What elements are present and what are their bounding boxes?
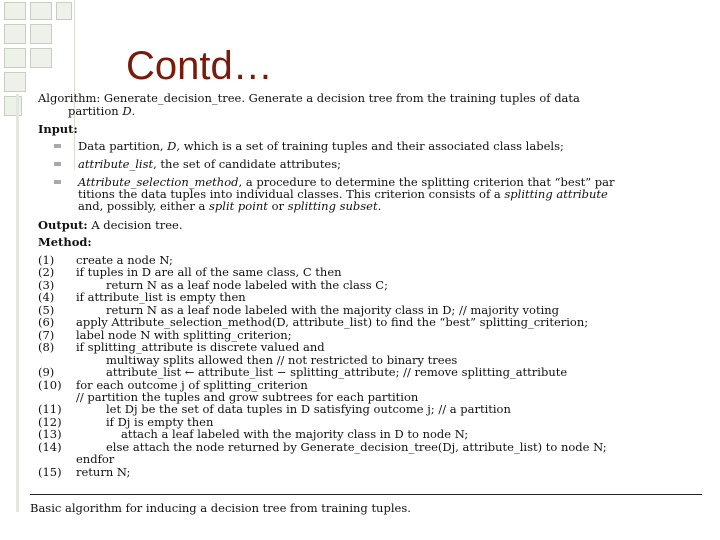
- step-text: apply Attribute_selection_method(D, attribute_list) to find the “best” splitting_criterion;: [76, 315, 589, 330]
- step-number: (14): [38, 439, 62, 454]
- step-number: (5): [38, 302, 55, 317]
- input-item-3-line2: titions the data tuples into individual classes. This criterion consists of a splitting attribute: [78, 187, 608, 201]
- step-text: attribute_list ← attribute_list − splitting_attribute; // remove splitting_attribute: [106, 365, 568, 380]
- step-text: // partition the tuples and grow subtrees for each partition: [76, 389, 419, 404]
- step-text: for each outcome j of splitting_criterion: [76, 377, 308, 392]
- algorithm-header: Algorithm: Generate_decision_tree. Generate a decision tree from the training tuples of data: [38, 91, 580, 105]
- step-number: (10): [38, 377, 62, 392]
- step-number: (11): [38, 402, 62, 417]
- step-text: let Dj be the set of data tuples in D satisfying outcome j; // a partition: [106, 402, 511, 417]
- step-text: return N as a leaf node labeled with the majority class in D; // majority voting: [106, 302, 560, 317]
- step-text: attach a leaf labeled with the majority class in D to node N;: [121, 427, 469, 442]
- algorithm-document: [16, 88, 702, 520]
- bullet-icon: [54, 144, 61, 148]
- step-text: return N as a leaf node labeled with the class C;: [106, 277, 388, 292]
- document-edge: [16, 94, 19, 512]
- step-number: (6): [38, 315, 55, 330]
- step-text: if splitting_attribute is discrete valued and: [76, 340, 325, 355]
- input-item-3: Attribute_selection_method, a procedure to determine the splitting criterion that “best” par: [78, 175, 615, 189]
- step-number: (2): [38, 265, 55, 280]
- input-item-1: Data partition, D, which is a set of training tuples and their associated class labels;: [78, 139, 564, 153]
- step-number: (3): [38, 277, 55, 292]
- bullet-icon: [54, 162, 61, 166]
- step-number: (4): [38, 290, 55, 305]
- method-label: Method:: [38, 235, 92, 249]
- step-text: else attach the node returned by Generate_decision_tree(Dj, attribute_list) to node N;: [106, 439, 607, 454]
- figure-caption: Basic algorithm for inducing a decision tree from training tuples.: [30, 501, 411, 515]
- input-label: Input:: [38, 122, 78, 136]
- output-line: Output: A decision tree.: [38, 218, 183, 232]
- step-number: (7): [38, 327, 55, 342]
- algorithm-header-line2: partition D.: [68, 104, 136, 118]
- step-text: endfor: [76, 452, 115, 467]
- step-number: (8): [38, 340, 55, 355]
- input-item-2: attribute_list, the set of candidate attributes;: [78, 157, 342, 171]
- input-item-3-line3: and, possibly, either a split point or splitting subset.: [78, 199, 382, 213]
- step-text: multiway splits allowed then // not restricted to binary trees: [106, 352, 458, 367]
- step-text: if attribute_list is empty then: [76, 290, 246, 305]
- caption-rule: [30, 494, 702, 495]
- step-number: (9): [38, 365, 55, 380]
- step-number: (12): [38, 414, 62, 429]
- step-text: return N;: [76, 464, 131, 479]
- step-number: (15): [38, 464, 62, 479]
- step-text: if tuples in D are all of the same class, C then: [76, 265, 342, 280]
- step-text: if Dj is empty then: [106, 414, 214, 429]
- step-text: label node N with splitting_criterion;: [76, 327, 292, 342]
- bullet-icon: [54, 180, 61, 184]
- step-number: (13): [38, 427, 62, 442]
- slide-title: Contd…: [126, 44, 273, 88]
- step-text: create a node N;: [76, 253, 173, 267]
- step-number: (1): [38, 253, 55, 267]
